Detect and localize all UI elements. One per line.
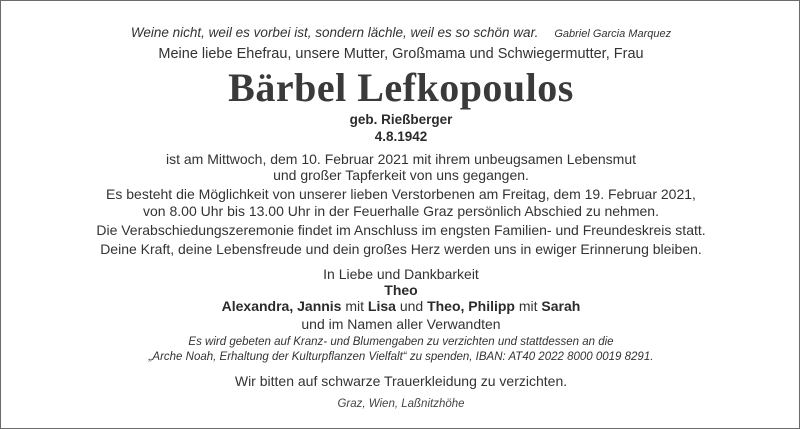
announcement-line-2: und großer Tapferkeit von uns gegangen. [273,167,529,183]
signoff-husband: Theo [384,282,418,298]
donation-notice-line-2: „Arche Noah, Erhaltung der Kulturpflanzen Vielfalt“ zu spenden, IBAN: AT40 2022 8000 0019 8291. [148,351,654,363]
announcement-line-6: Deine Kraft, deine Lebensfreude und dein großes Herz werden uns in ewiger Erinnerung bleiben. [100,241,702,257]
donation-notice-line-1: Es wird gebeten auf Kranz- und Blumengaben zu verzichten und stattdessen an die [188,336,614,348]
announcement-line-5: Die Verabschiedungszeremonie findet im Anschluss im engsten Familien- und Freundeskreis statt. [96,222,706,238]
places: Graz, Wien, Laßnitzhöhe [337,398,465,410]
motto-author: Gabriel Garcia Marquez [554,28,672,40]
announcement-line-3: Es besteht die Möglichkeit von unserer lieben Verstorbenen am Freitag, dem 19. Februar 2021, [106,186,696,202]
child-names-1: Alexandra, Jannis [221,298,342,314]
connector-mit-1: mit [341,298,368,314]
dress-code: Wir bitten auf schwarze Trauerkleidung zu verzichten. [234,373,568,389]
intro-line: Meine liebe Ehefrau, unsere Mutter, Großmama und Schwiegermutter, Frau [158,46,644,62]
connector-und: und [395,298,428,314]
grandchild-name-1: Lisa [367,298,396,314]
birth-date: 4.8.1942 [374,129,428,144]
motto-text: Weine nicht, weil es vorbei ist, sondern lächle, weil es so schön war. [130,25,539,40]
signoff-relatives: und im Namen aller Verwandten [301,316,501,332]
birth-name: geb. Rießberger [349,112,453,127]
signoff-greeting: In Liebe und Dankbarkeit [323,266,479,282]
announcement-line-4: von 8.00 Uhr bis 13.00 Uhr in der Feuerhalle Graz persönlich Abschied zu nehmen. [143,203,659,219]
grandchild-name-2: Sarah [541,298,581,314]
motto-quote [1,25,800,40]
child-names-2: Theo, Philipp [427,298,515,314]
deceased-name: Bärbel Lefkopoulos [228,65,574,110]
connector-mit-2: mit [514,298,542,314]
signoff-children [1,298,800,314]
announcement-line-1: ist am Mittwoch, dem 10. Februar 2021 mit ihrem unbeugsamen Lebensmut [165,151,636,167]
